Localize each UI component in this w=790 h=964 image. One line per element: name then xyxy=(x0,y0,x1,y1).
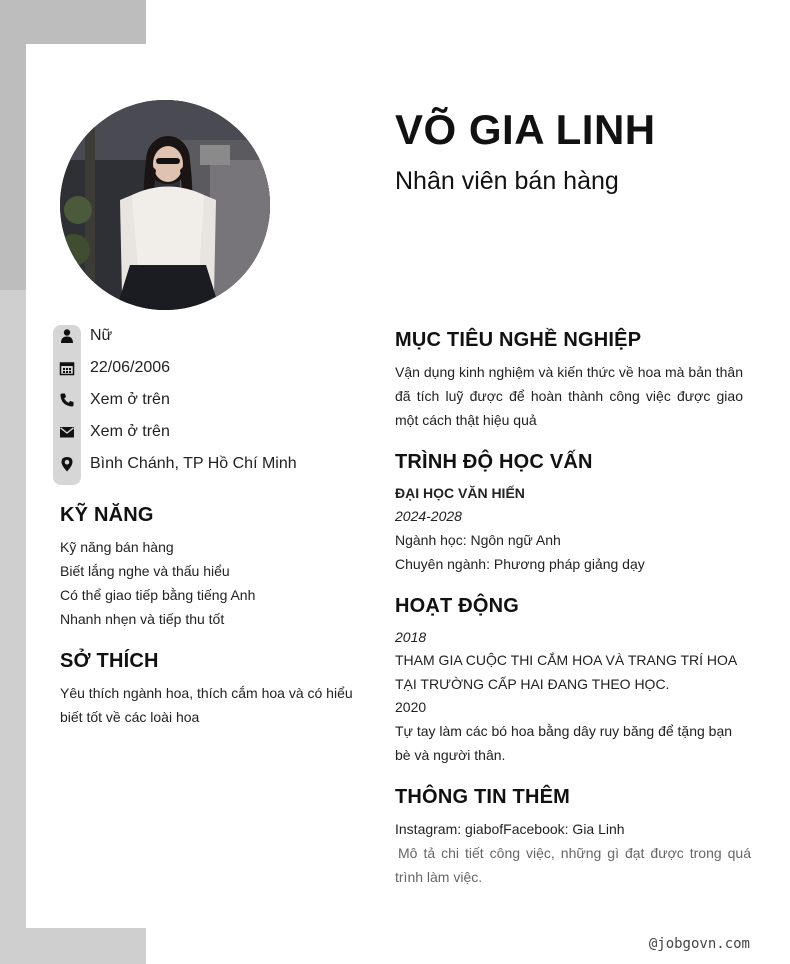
education-specialization: Chuyên ngành: Phương pháp giảng dạy xyxy=(395,556,645,572)
extra-note: Mô tả chi tiết công việc, những gì đạt được trong quá trình làm việc. xyxy=(395,845,751,885)
phone-icon xyxy=(53,390,81,410)
objective-text: Vận dụng kinh nghiệm và kiến thức về hoa mà bản thân đã tích luỹ được để hoàn thành công việc được giao một cách thật hiệu quả xyxy=(395,364,743,428)
skills-title: KỸ NĂNG xyxy=(60,504,154,526)
hobbies-text: Yêu thích ngành hoa, thích cắm hoa và có hiểu biết tốt về các loài hoa xyxy=(60,685,353,725)
profile-photo xyxy=(60,100,270,310)
candidate-name: VÕ GIA LINH xyxy=(395,106,656,153)
contact-gender-value: Nữ xyxy=(90,327,113,344)
activity-year: 2020 xyxy=(395,699,427,715)
contact-gender xyxy=(53,320,353,352)
education-title: TRÌNH ĐỘ HỌC VẤN xyxy=(395,451,593,473)
contact-phone xyxy=(53,384,353,416)
contact-birthday-value: 22/06/2006 xyxy=(90,359,171,376)
job-title: Nhân viên bán hàng xyxy=(395,167,619,195)
hobbies-title: SỞ THÍCH xyxy=(60,650,159,672)
email-icon xyxy=(53,422,81,442)
social-links: Instagram: giabofFacebook: Gia Linh xyxy=(395,821,625,837)
activities-title: HOẠT ĐỘNG xyxy=(395,595,520,617)
contact-phone-value: Xem ở trên xyxy=(90,391,170,408)
location-icon xyxy=(53,454,81,474)
contact-address xyxy=(53,448,353,480)
person-icon xyxy=(53,326,81,346)
calendar-icon xyxy=(53,358,81,378)
decor-block-bottom xyxy=(0,928,146,964)
contact-birthday xyxy=(53,352,353,384)
education-major: Ngành học: Ngôn ngữ Anh xyxy=(395,532,561,548)
skill-item: Có thể giao tiếp bằng tiếng Anh xyxy=(60,587,256,603)
contact-email xyxy=(53,416,353,448)
contact-address-value: Bình Chánh, TP Hồ Chí Minh xyxy=(90,455,297,472)
education-school: ĐẠI HỌC VĂN HIẾN xyxy=(395,485,525,501)
education-period: 2024-2028 xyxy=(395,508,462,524)
skill-item: Kỹ năng bán hàng xyxy=(60,539,174,555)
contact-email-value: Xem ở trên xyxy=(90,423,170,440)
skill-item: Nhanh nhẹn và tiếp thu tốt xyxy=(60,611,225,627)
skill-item: Biết lắng nghe và thấu hiểu xyxy=(60,563,230,579)
watermark: @jobgovn.com xyxy=(648,936,750,952)
extra-info-title: THÔNG TIN THÊM xyxy=(395,786,571,808)
activity-description: THAM GIA CUỘC THI CẮM HOA VÀ TRANG TRÍ HOA TẠI TRƯỜNG CẤP HAI ĐANG THEO HỌC. xyxy=(395,652,737,692)
objective-title: MỤC TIÊU NGHỀ NGHIỆP xyxy=(395,329,642,351)
activity-description: Tự tay làm các bó hoa bằng dây ruy băng để tặng bạn bè và người thân. xyxy=(395,723,733,763)
decor-block-side xyxy=(0,290,26,964)
activity-year: 2018 xyxy=(395,629,427,645)
